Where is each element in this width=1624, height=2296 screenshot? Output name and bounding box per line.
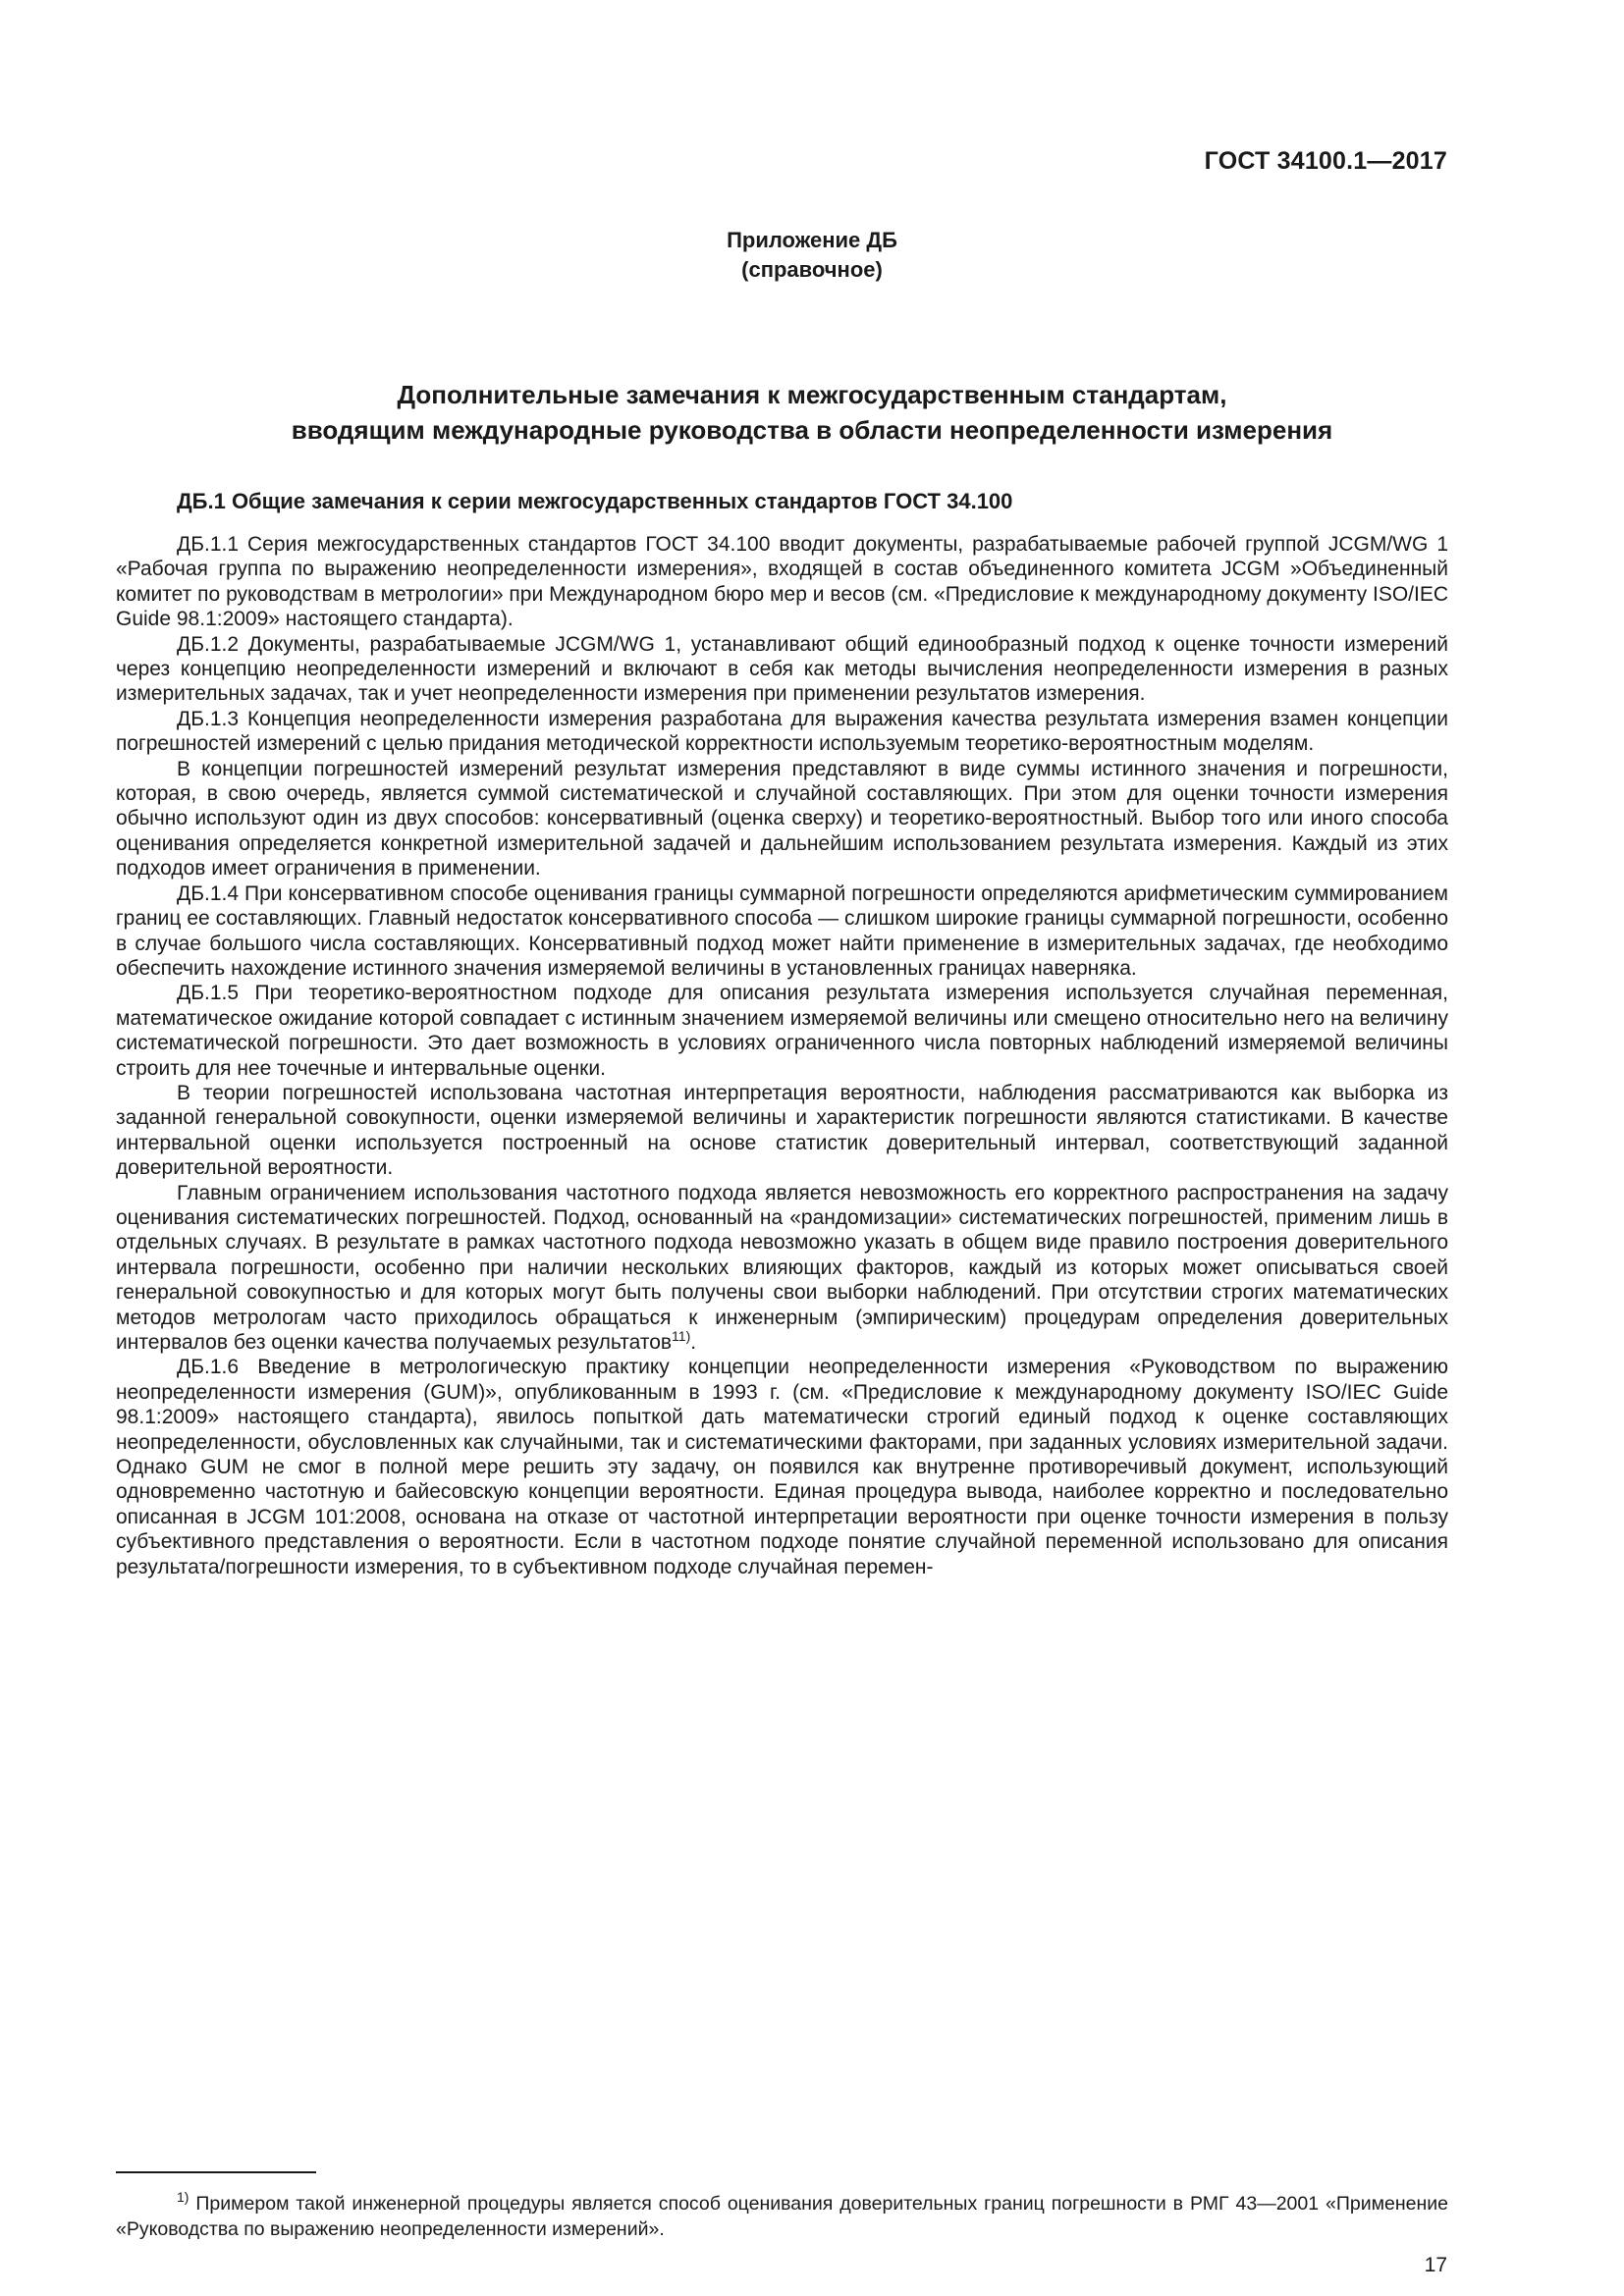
body-text xyxy=(116,532,1448,1579)
footnote-text: Примером такой инженерной процедуры является способ оценивания доверительных границ погрешности в РМГ 43—2001 «Применение «Руководства по выражению неопределенности измерений». xyxy=(116,2193,1448,2240)
main-title xyxy=(0,377,1624,448)
footnote-reference[interactable]: 11) xyxy=(672,1328,691,1344)
paragraph: В концепции погрешностей измерений результат измерения представляют в виде суммы истинного значения и погрешности, которая, в свою очередь, является суммой систематической и случайной составляющих. При этом для оценки точности измерения обычно используют один из двух способов: консервативный (оценка сверху) и теоретико-вероятностный. Выбор того или иного способа оценивания определяется конкретной измерительной задачей и дальнейшим использованием результата измерения. Каждый из этих подходов имеет ограничения в применении. xyxy=(116,757,1448,881)
paragraph-end: . xyxy=(690,1331,697,1354)
appendix-title: Приложение ДБ xyxy=(727,228,897,252)
paragraph xyxy=(116,1181,1448,1356)
footnote xyxy=(116,2191,1448,2242)
paragraph: ДБ.1.3 Концепция неопределенности измерения разработана для выражения качества результата измерения взамен концепции погрешностей измерений с целью придания методической корректности используемым теоретико-вероятностным моделям. xyxy=(116,707,1448,756)
page-number: 17 xyxy=(1424,2254,1447,2276)
paragraph: В теории погрешностей использована частотная интерпретация вероятности, наблюдения рассматриваются как выборка из заданной генеральной совокупности, оценки измеряемой величины и характеристик погрешности являются статистиками. В качестве интервальной оценки используется построенный на основе статистик доверительный интервал, соответствующий заданной доверительной вероятности. xyxy=(116,1081,1448,1180)
paragraph: ДБ.1.5 При теоретико-вероятностном подходе для описания результата измерения используется случайная переменная, математическое ожидание которой совпадает с истинным значением измеряемой величины или смещено относительно него на величину систематической погрешности. Это дает возможность в условиях ограниченного числа повторных наблюдений измеряемой величины строить для нее точечные и интервальные оценки. xyxy=(116,982,1448,1080)
paragraph: ДБ.1.1 Серия межгосударственных стандартов ГОСТ 34.100 вводит документы, разрабатываемые рабочей группой JCGM/WG 1 «Рабочая группа по выражению неопределенности измерения», входящей в состав объединенного комитета JCGM »Объединенный комитет по руководствам в метрологии» при Международном бюро мер и весов (см. «Предисловие к международному документу ISO/IEC Guide 98.1:2009» настоящего стандарта). xyxy=(116,533,1448,631)
document-code: ГОСТ 34100.1—2017 xyxy=(1204,147,1447,175)
paragraph-text: Главным ограничением использования частотного подхода является невозможность его корректного распространения на задачу оценивания систематических погрешностей. Подход, основанный на «рандомизации» систематических погрешностей, применим лишь в отдельных случаях. В результате в рамках частотного подхода невозможно указать в общем виде правило построения доверительного интервала погрешности, особенно при наличии нескольких влияющих факторов, каждый из которых может описываться своей генеральной совокупностью и для которых могут быть получены свои выборки наблюдений. При отсутствии строгих математических методов метрологам часто приходилось обращаться к инженерным (эмпирическим) процедурам определения доверительных интервалов без оценки качества получаемых результатов xyxy=(116,1181,1448,1354)
paragraph: ДБ.1.6 Введение в метрологическую практику концепции неопределенности измерения «Руководством по выражению неопределенности измерения (GUM)», опубликованным в 1993 г. (см. «Предисловие к международному документу ISO/IEC Guide 98.1:2009» настоящего стандарта), явилось попыткой дать математически строгий единый подход к оценке составляющих неопределенности, обусловленных как случайными, так и систематическими факторами, при заданных условиях измерительной задачи. Однако GUM не смог в полной мере решить эту задачу, он появился как внутренне противоречивый документ, использующий одновременно частотную и байесовскую концепции вероятности. Единая процедура вывода, наиболее корректно и последовательно описанная в JCGM 101:2008, основана на отказе от частотной интерпретации вероятности при оценке точности измерения в пользу субъективного представления о вероятности. Если в частотном подходе понятие случайной переменной использовано для описания результата/погрешности измерения, то в субъективном подходе случайная перемен- xyxy=(116,1356,1448,1578)
paragraph: ДБ.1.2 Документы, разрабатываемые JCGM/WG 1, устанавливают общий единообразный подход к оценке точности измерений через концепцию неопределенности измерений и включают в себя как методы вычисления неопределенности измерения в разных измерительных задачах, так и учет неопределенности измерения при применении результатов измерения. xyxy=(116,632,1448,706)
appendix-subtitle: (справочное) xyxy=(741,257,883,282)
section-heading: ДБ.1 Общие замечания к серии межгосударственных стандартов ГОСТ 34.100 xyxy=(177,489,1013,513)
appendix-heading xyxy=(0,226,1624,285)
footnote-marker: 1) xyxy=(177,2189,189,2205)
main-title-line-1: Дополнительные замечания к межгосударственным стандартам, xyxy=(397,380,1227,409)
paragraph: ДБ.1.4 При консервативном способе оценивания границы суммарной погрешности определяются арифметическим суммированием границ ее составляющих. Главный недостаток консервативного способа — слишком широкие границы суммарной погрешности, особенно в случае большого числа составляющих. Консервативный подход может найти применение в измерительных задачах, где необходимо обеспечить нахождение истинного значения измеряемой величины в установленных границах наверняка. xyxy=(116,881,1448,980)
footnote-divider xyxy=(116,2171,316,2173)
main-title-line-2: вводящим международные руководства в области неопределенности измерения xyxy=(291,415,1333,445)
